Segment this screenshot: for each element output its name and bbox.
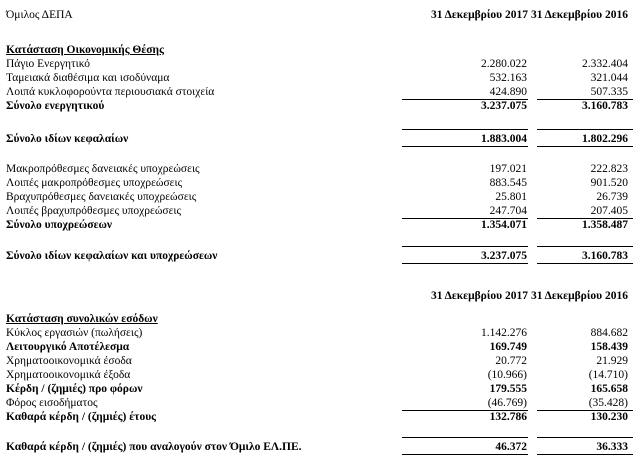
value-2017: 3.237.075 — [481, 250, 527, 262]
value-2016: 1.358.487 — [582, 219, 628, 231]
row-label: Κύκλος εργασιών (πωλήσεις) — [6, 327, 143, 339]
row-label: Σύνολο ιδίων κεφαλαίων — [6, 133, 129, 145]
row-label: Χρηματοοικονομικά έξοδα — [6, 369, 131, 381]
row-label: Σύνολο ιδίων κεφαλαίων και υποχρεώσεων — [6, 250, 218, 262]
row-label: Σύνολο ενεργητικού — [6, 100, 105, 112]
section-title-row — [0, 312, 640, 326]
value-2016: 884.682 — [590, 327, 628, 339]
column-header-2016: 31 Δεκεμβρίου 2016 — [530, 9, 628, 21]
total-row — [0, 249, 640, 263]
value-2017: 1.354.071 — [481, 219, 527, 231]
total-row — [0, 410, 640, 424]
value-2016: 1.802.296 — [582, 133, 628, 145]
total-rule-2017 — [402, 246, 528, 247]
value-2016: 158.439 — [590, 341, 628, 353]
table-row — [0, 368, 640, 382]
value-2017: 197.021 — [489, 163, 527, 175]
total-rule-2017 — [402, 129, 528, 130]
value-2016: 207.405 — [590, 205, 628, 217]
value-2017: 25.801 — [495, 191, 527, 203]
table-row — [0, 71, 640, 85]
row-label: Λοιπές μακροπρόθεσμες υποχρεώσεις — [6, 177, 183, 189]
row-label: Βραχυπρόθεσμες δανειακές υποχρεώσεις — [6, 191, 197, 203]
value-2016: 26.739 — [596, 191, 628, 203]
value-2017: 424.890 — [489, 86, 527, 98]
table-row — [0, 176, 640, 190]
value-2017: 2.280.022 — [481, 58, 527, 70]
value-2016: 36.333 — [596, 441, 628, 453]
total-rule-2016 — [537, 437, 633, 438]
table-row — [0, 57, 640, 71]
value-2017: 169.749 — [489, 341, 527, 353]
value-2017: 46.372 — [495, 441, 527, 453]
total-rule-2016 — [537, 129, 633, 130]
value-2017: 247.704 — [489, 205, 527, 217]
row-label: Χρηματοοικονομικά έσοδα — [6, 355, 132, 367]
row-label: Λοιπά κυκλοφορούντα περιουσιακά στοιχεία — [6, 86, 215, 98]
value-2016: 130.230 — [590, 411, 628, 423]
row-label: Φόρος εισοδήματος — [6, 397, 98, 409]
table-row — [0, 396, 640, 410]
total-rule-2016 — [537, 146, 633, 147]
value-2017: 1.883.004 — [481, 133, 527, 145]
income-column-header-2017: 31 Δεκεμβρίου 2017 — [430, 290, 528, 302]
row-label: Καθαρά κέρδη / (ζημιές) που αναλογούν στον Όμιλο ΕΛ.ΠΕ. — [6, 441, 302, 453]
total-row — [0, 218, 640, 232]
value-2017: 532.163 — [489, 72, 527, 84]
table-row — [0, 354, 640, 368]
row-label: Λοιπές βραχυπρόθεσμες υποχρεώσεις — [6, 205, 182, 217]
table-row — [0, 204, 640, 218]
total-rule-2017 — [402, 146, 528, 147]
table-row — [0, 190, 640, 204]
value-2016: 3.160.783 — [582, 250, 628, 262]
value-2016: 21.929 — [596, 355, 628, 367]
value-2017: 883.545 — [489, 177, 527, 189]
table-row — [0, 326, 640, 340]
value-2016: 2.332.404 — [582, 58, 628, 70]
value-2017: 132.786 — [489, 411, 527, 423]
section-title-row — [0, 43, 640, 57]
row-label: Ταμειακά διαθέσιμα και ισοδύναμα — [6, 72, 170, 84]
value-2016: 222.823 — [590, 163, 628, 175]
total-rule-2017 — [402, 437, 528, 438]
value-2017: 3.237.075 — [481, 100, 527, 112]
value-2016: 321.044 — [590, 72, 628, 84]
balance-sheet-title: Κατάσταση Οικονομικής Θέσης — [6, 44, 164, 56]
income-column-header-2016: 31 Δεκεμβρίου 2016 — [530, 290, 628, 302]
header-row — [0, 8, 640, 22]
total-rule-2016 — [537, 246, 633, 247]
column-header-2017: 31 Δεκεμβρίου 2017 — [430, 9, 528, 21]
table-row — [0, 85, 640, 99]
row-label: Λειτουργικό Αποτέλεσμα — [6, 341, 130, 353]
value-2016: 165.658 — [590, 383, 628, 395]
row-label: Κέρδη / (ζημιές) προ φόρων — [6, 383, 143, 395]
value-2017: 20.772 — [495, 355, 527, 367]
value-2016: 3.160.783 — [582, 100, 628, 112]
value-2017: 1.142.276 — [481, 327, 527, 339]
value-2016: 901.520 — [590, 177, 628, 189]
total-rule-2017 — [402, 263, 528, 264]
row-label: Πάγιο Ενεργητικό — [6, 58, 91, 70]
row-label: Καθαρά κέρδη / (ζημιές) έτους — [6, 411, 157, 423]
total-rule-2017 — [402, 454, 528, 455]
value-2016: (35.428) — [588, 397, 628, 409]
total-row — [0, 99, 640, 113]
total-rule-2016 — [537, 454, 633, 455]
total-row — [0, 132, 640, 146]
value-2016: (14.710) — [588, 369, 628, 381]
table-row — [0, 162, 640, 176]
table-row — [0, 340, 640, 354]
value-2017: (46.769) — [487, 397, 527, 409]
table-row — [0, 382, 640, 396]
row-label: Σύνολο υποχρεώσεων — [6, 219, 113, 231]
company-name: Όμιλος ΔΕΠΑ — [6, 9, 73, 21]
income-header-row — [0, 289, 640, 303]
total-rule-2016 — [537, 263, 633, 264]
value-2017: 179.555 — [489, 383, 527, 395]
row-label: Μακροπρόθεσμες δανειακές υποχρεώσεις — [6, 163, 200, 175]
total-row — [0, 440, 640, 454]
income-statement-title: Κατάσταση συνολικών εσόδων — [6, 313, 158, 325]
value-2017: (10.966) — [487, 369, 527, 381]
value-2016: 507.335 — [590, 86, 628, 98]
